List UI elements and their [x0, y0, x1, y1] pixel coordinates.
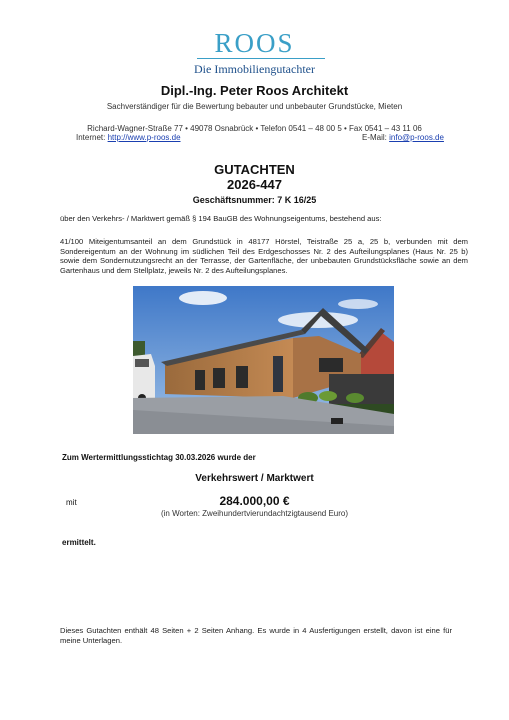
- value-heading: Verkehrswert / Marktwert: [195, 473, 314, 484]
- property-description: 41/100 Miteigentumsanteil an dem Grundstück in 48177 Hörstel, Teistraße 25 a, 25 b, verbunden mit dem Sondereigentum an der Wohnung im südlichen Teil des Erdgeschosses Nr. 2 des Aufteilungsplanes (Haus Nr. 25 b) sowie dem Sondernutzungsrecht an der Terrasse, der Gartenfläche, der unbebauten Grundstücksfläche sowie an dem Gartenhaus und dem Stellplatz, jeweils Nr. 2 des Aufteilungsplanes.: [60, 237, 468, 275]
- website-link[interactable]: http://www.p-roos.de: [107, 133, 181, 142]
- tagline: Sachverständiger für die Bewertung bebauter und unbebauter Grundstücke, Mieten: [106, 102, 403, 111]
- value-in-words: (in Worten: Zweihundertvierundachtzigtausend Euro): [160, 509, 349, 518]
- email-label: E-Mail:: [362, 133, 387, 142]
- logo-divider: [197, 58, 325, 59]
- intro-text: über den Verkehrs- / Marktwert gemäß § 194 BauGB des Wohnungseigentums, bestehend aus:: [60, 214, 382, 223]
- logo-wordmark: ROOS: [214, 28, 295, 58]
- email-line: [362, 133, 444, 142]
- property-photo: [133, 286, 394, 434]
- address-line: Richard-Wagner-Straße 77 • 49078 Osnabrück • Telefon 0541 – 48 00 5 • Fax 0541 – 43 11 06: [87, 124, 422, 133]
- with-label: mit: [66, 498, 77, 507]
- document-title: GUTACHTEN: [214, 162, 295, 177]
- valuation-date-text: Zum Wertermittlungsstichtag 30.03.2026 wurde der: [62, 453, 256, 462]
- value-amount: 284.000,00 €: [219, 494, 290, 508]
- internet-label: Internet:: [76, 133, 106, 142]
- document-number: 2026-447: [227, 177, 282, 192]
- logo-subtitle: Die Immobiliengutachter: [194, 62, 315, 76]
- footer-note: Dieses Gutachten enthält 48 Seiten + 2 Seiten Anhang. Es wurde in 4 Ausfertigungen erstellt, davon ist eine für meine Unterlagen.: [60, 626, 452, 645]
- internet-line: [76, 133, 181, 142]
- architect-name: Dipl.-Ing. Peter Roos Architekt: [160, 83, 349, 98]
- email-link[interactable]: info@p-roos.de: [389, 133, 444, 142]
- case-number: Geschäftsnummer: 7 K 16/25: [192, 195, 317, 205]
- determined-text: ermittelt.: [62, 538, 96, 547]
